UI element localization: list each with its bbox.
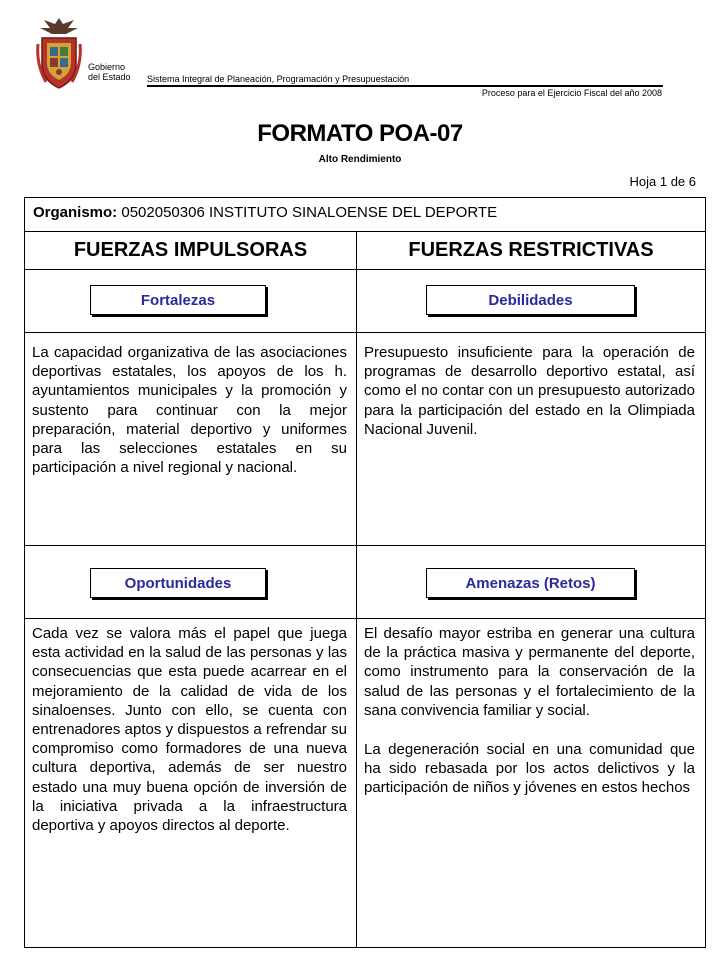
row-divider xyxy=(25,231,705,232)
fortalezas-text: La capacidad organizativa de las asociaciones deportivas estatales, los apoyos de los h. ayuntamientos municipales y la promoción y sustento para continuar con la mejor preparación, material deportivo y uniformes para las selecciones estatales en su participación a nivel regional y nacional. xyxy=(32,344,347,477)
organism-label: Organismo: xyxy=(33,204,118,221)
debilidades-label: Debilidades xyxy=(426,285,635,315)
amenazas-paragraph-2: La degeneración social en una comunidad que ha sido rebasada por los actos delictivos y la participación de niños y jóvenes en estos hechos xyxy=(364,741,695,797)
system-name: Sistema Integral de Planeación, Programación y Presupuestación xyxy=(147,74,410,84)
row-divider xyxy=(25,269,705,270)
swot-table xyxy=(24,197,706,948)
sheet-number: Hoja 1 de 6 xyxy=(629,174,696,189)
amenazas-text xyxy=(364,624,695,798)
amenazas-label: Amenazas (Retos) xyxy=(426,568,635,598)
form-title: FORMATO POA-07 xyxy=(257,120,463,147)
organism-row xyxy=(33,204,497,221)
oportunidades-text: Cada vez se valora más el papel que juega esta actividad en la salud de las personas y las consecuencias que esta puede acarrear en el mejoramiento de la calidad de vida de los sinaloenses. Junto con ello, se cuenta con entrenadores aptos y dispuestos a refrendar su compromiso como formadores de una nueva cultura deportiva, además de ser nuestro estado una muy buena opción de inversión de la iniciativa privada a la infraestructura deportiva y apoyos directos al deporte. xyxy=(32,625,347,835)
row-divider xyxy=(25,545,705,546)
form-subtitle: Alto Rendimiento xyxy=(318,154,402,165)
driving-forces-heading: FUERZAS IMPULSORAS xyxy=(73,239,308,261)
header-divider xyxy=(147,85,663,87)
row-divider xyxy=(25,332,705,333)
amenazas-paragraph-1: El desafío mayor estriba en generar una cultura de la práctica masiva y permanente del deporte, como instrumento para la conservación de la salud de las personas y el fortalecimiento de la sana convivencia familiar y social. xyxy=(364,625,695,719)
organism-value: 0502050306 INSTITUTO SINALOENSE DEL DEPORTE xyxy=(121,204,498,221)
fortalezas-label: Fortalezas xyxy=(90,285,266,315)
debilidades-text: Presupuesto insuficiente para la operación de programas de desarrollo deportivo estatal, así como el no contar con un presupuesto autorizado para la participación del estado en la Olimpiada Nacional Juvenil. xyxy=(364,344,695,438)
government-label: Gobierno del Estado xyxy=(88,62,131,82)
column-divider xyxy=(356,231,357,947)
row-divider xyxy=(25,618,705,619)
restraining-forces-heading: FUERZAS RESTRICTIVAS xyxy=(408,239,654,261)
fiscal-process-label: Proceso para el Ejercicio Fiscal del año 2008 xyxy=(481,88,662,98)
state-seal-logo xyxy=(34,14,84,94)
oportunidades-label: Oportunidades xyxy=(90,568,266,598)
